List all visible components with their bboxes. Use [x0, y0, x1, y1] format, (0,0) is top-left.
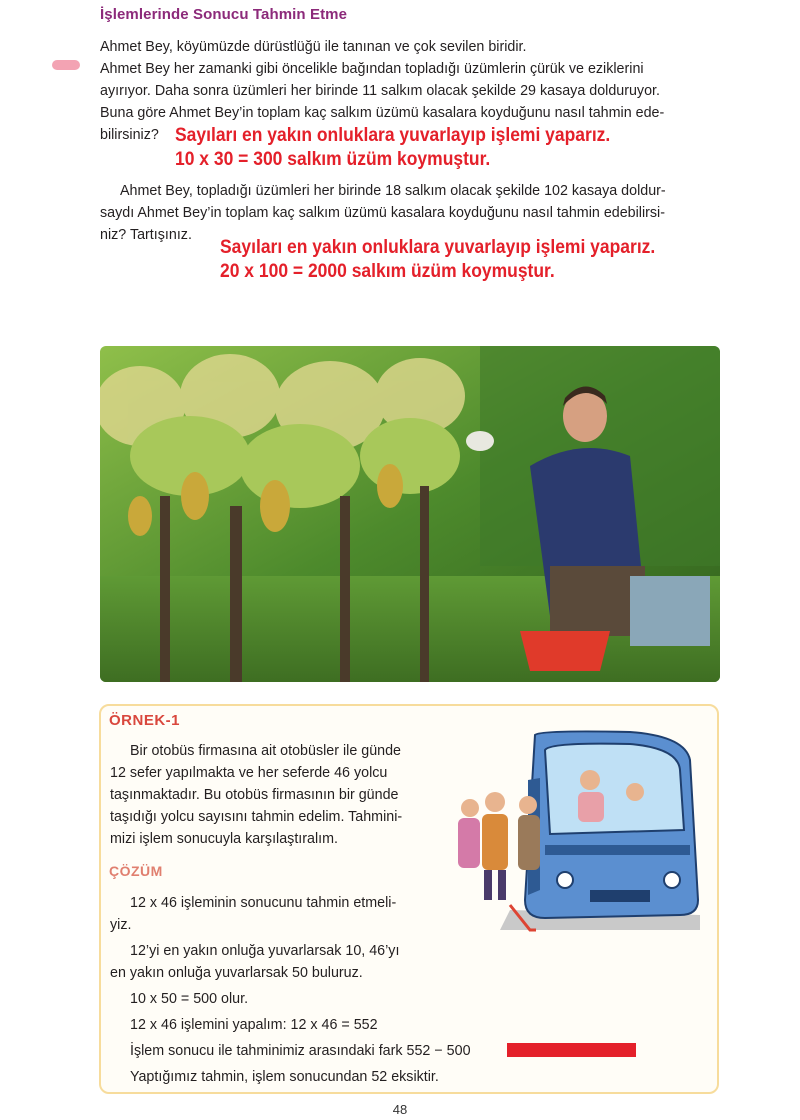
para1-line1: Ahmet Bey, köyümüzde dürüstlüğü ile tanınan ve çok sevilen biridir.	[100, 39, 527, 55]
bus-illustration	[440, 730, 712, 942]
vineyard-photo	[100, 346, 720, 682]
solution-line-2: yiz.	[110, 917, 132, 933]
solution-line-8: Yaptığımız tahmin, işlem sonucundan 52 eksiktir.	[130, 1069, 439, 1085]
page-number: 48	[392, 1102, 408, 1117]
para2-line1: Ahmet Bey, topladığı üzümleri her birinde 18 salkım olacak şekilde 102 kasaya doldur-	[120, 183, 666, 199]
solution-line-1: 12 x 46 işleminin sonucunu tahmin etmeli-	[130, 895, 397, 911]
example-line-2: 12 sefer yapılmakta ve her seferde 46 yolcu	[110, 765, 388, 781]
para1-line3: ayırıyor. Daha sonra üzümleri her birinde 11 salkım olacak şekilde 29 kasaya dolduruyor.	[100, 83, 660, 99]
solution-line-5: 10 x 50 = 500 olur.	[130, 991, 249, 1007]
solution-title: ÇÖZÜM	[109, 863, 163, 879]
answer-1-line2: 10 x 30 = 300 salkım üzüm koymuştur.	[175, 149, 491, 170]
solution-line-4: en yakın onluğa yuvarlarsak 50 buluruz.	[110, 965, 363, 981]
margin-marker	[52, 60, 80, 70]
solution-line-3: 12’yi en yakın onluğa yuvarlarsak 10, 46’yı	[130, 943, 400, 959]
answer-2-line1: Sayıları en yakın onluklara yuvarlayıp işlemi yaparız.	[220, 237, 656, 258]
para2-line2: saydı Ahmet Bey’in toplam kaç salkım üzümü kasalara koyduğunu nasıl tahmin edebilirsi-	[100, 205, 665, 221]
example-line-3: taşınmaktadır. Bu otobüs firmasının bir günde	[110, 787, 399, 803]
para1-line4: Buna göre Ahmet Bey’in toplam kaç salkım üzümü kasalara koyduğunu nasıl tahmin ede-	[100, 105, 665, 121]
red-highlight-mark	[507, 1043, 636, 1057]
answer-2-line2: 20 x 100 = 2000 salkım üzüm koymuştur.	[220, 261, 555, 282]
example-title: ÖRNEK-1	[109, 712, 181, 729]
para1-line5: bilirsiniz?	[100, 127, 159, 143]
example-line-4: taşıdığı yolcu sayısını tahmin edelim. Tahmini-	[110, 809, 403, 825]
para2-line3: niz? Tartışınız.	[100, 227, 192, 243]
page-header-title: İşlemlerinde Sonucu Tahmin Etme	[100, 6, 348, 23]
para1-line2: Ahmet Bey her zamanki gibi öncelikle bağından topladığı üzümlerin çürük ve eziklerini	[100, 61, 644, 77]
answer-1-line1: Sayıları en yakın onluklara yuvarlayıp işlemi yaparız.	[175, 125, 611, 146]
example-line-1: Bir otobüs firmasına ait otobüsler ile günde	[130, 743, 401, 759]
example-line-5: mizi işlem sonucuyla karşılaştıralım.	[110, 831, 339, 847]
solution-line-7: İşlem sonucu ile tahminimiz arasındaki fark 552 − 500	[130, 1043, 471, 1059]
solution-line-6: 12 x 46 işlemini yapalım: 12 x 46 = 552	[130, 1017, 378, 1033]
